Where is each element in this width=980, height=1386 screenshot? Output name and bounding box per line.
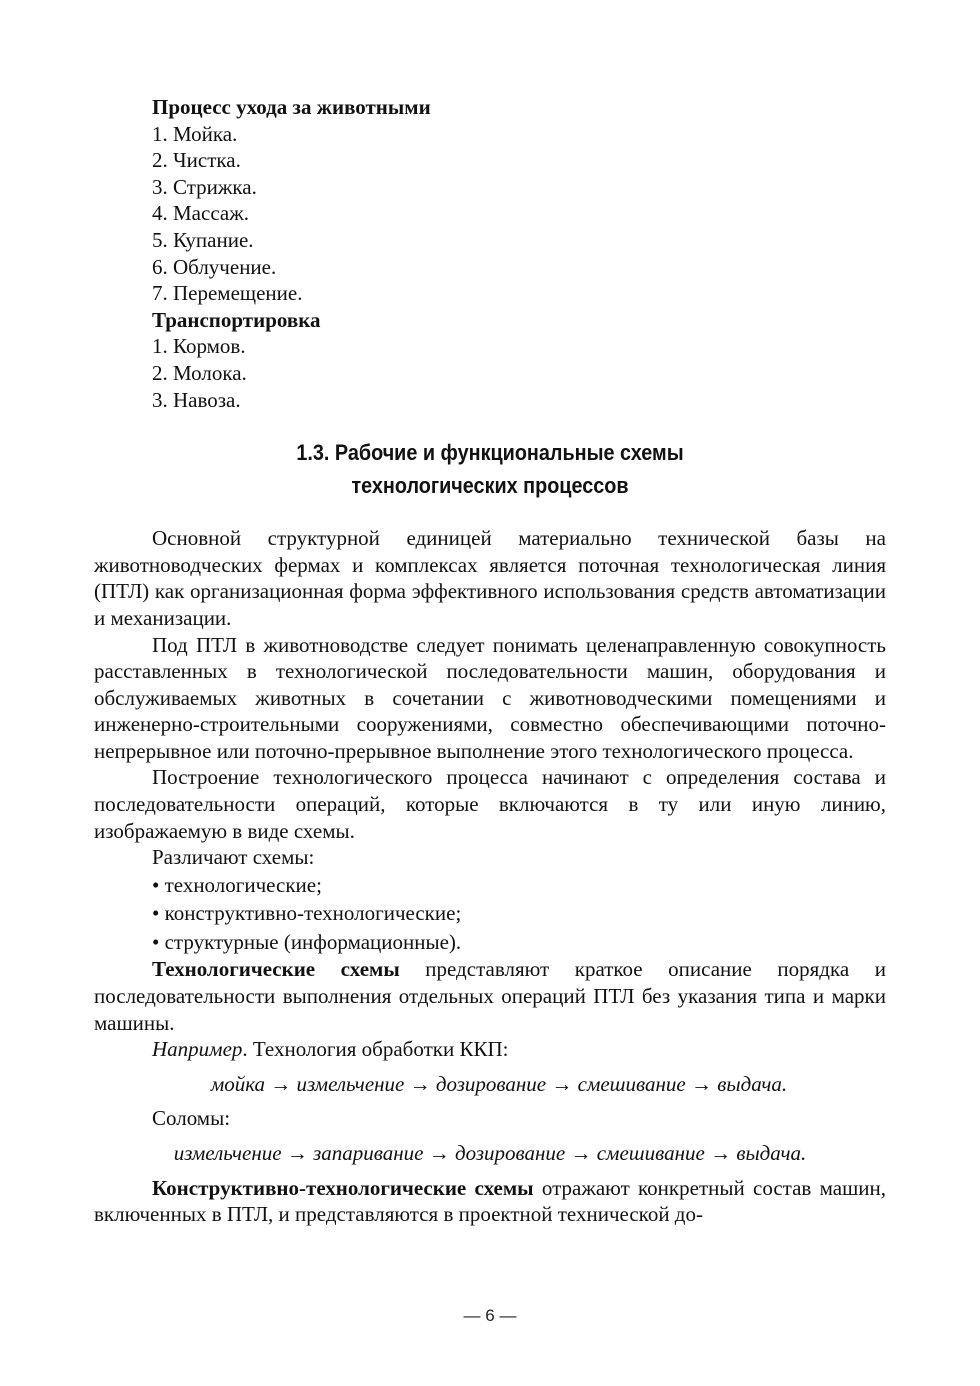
example-line	[94, 1036, 886, 1063]
paragraph-text: представляют краткое описание порядка и последовательности выполнения отдельных операций ПТЛ без указания типа и марки машины.	[94, 957, 886, 1035]
flow-straw: измельчение → запаривание → дозирование → смешивание → выдача.	[173, 1140, 807, 1165]
list-item: 1. Кормов.	[152, 334, 246, 359]
care-title: Процесс ухода за животными	[152, 95, 431, 119]
page-number: — 6 —	[463, 1306, 517, 1325]
list-item: 2. Молока.	[152, 360, 247, 385]
list-item: 5. Купание.	[152, 227, 254, 252]
list-item: 7. Перемещение.	[152, 281, 303, 306]
list-item: 3. Навоза.	[152, 387, 241, 412]
section-heading-line2: технологических процессов	[351, 473, 629, 499]
section-heading-line1: 1.3. Рабочие и функциональные схемы	[296, 440, 684, 466]
example-label: Например	[152, 1037, 243, 1062]
term-technological-schemes: Технологические схемы	[152, 957, 400, 982]
straw-label: Соломы:	[152, 1106, 231, 1131]
list-item: 2. Чистка.	[152, 148, 241, 173]
example-text: . Технология обработки ККП:	[242, 1037, 509, 1062]
paragraph-text: отражают конкретный состав машин, включенных в ПТЛ, и представляются в проектной технической до-	[94, 1175, 886, 1227]
list-item: 1. Мойка.	[152, 121, 238, 146]
care-list	[94, 94, 886, 413]
list-item: 4. Массаж.	[152, 201, 249, 226]
paragraph-constructive-schemes	[94, 1175, 886, 1228]
bullet-item: • технологические;	[152, 872, 322, 897]
bullet-item: • структурные (информационные).	[152, 929, 462, 954]
list-item: 3. Стрижка.	[152, 174, 257, 199]
term-constructive-schemes: Конструктивно-технологические схемы	[152, 1175, 534, 1200]
transport-title: Транспортировка	[152, 307, 321, 332]
schemes-intro: Различают схемы:	[152, 845, 315, 870]
page-body	[94, 94, 886, 1228]
paragraph-ptl-livestock: Под ПТЛ в животноводстве следует понимать целенаправленную совокупность расставленных в технологической последовательности машин, оборудования и обслуживаемых животных в сочетании с животноводческими помещениями и инженерно-строительными сооружениями, совместно обеспечивающими поточно-непрерывное или поточно-прерывное выполнение этого технологического процесса.	[94, 632, 886, 763]
bullet-item: • конструктивно-технологические;	[152, 901, 462, 926]
paragraph-technological-schemes	[94, 956, 886, 1036]
section-heading	[134, 436, 847, 502]
flow-kkp: мойка → измельчение → дозирование → смешивание → выдача.	[210, 1071, 788, 1096]
paragraph-ptl-definition: Основной структурной единицей материально технической базы на животноводческих фермах и комплексах является поточная технологическая линия (ПТЛ) как организационная форма эффективного использования средств автоматизации и механизации.	[94, 526, 886, 630]
list-item: 6. Облучение.	[152, 254, 277, 279]
paragraph-process-construction: Построение технологического процесса начинают с определения состава и последовательности операций, которые включаются в ту или иную линию, изображаемую в виде схемы.	[94, 765, 886, 843]
